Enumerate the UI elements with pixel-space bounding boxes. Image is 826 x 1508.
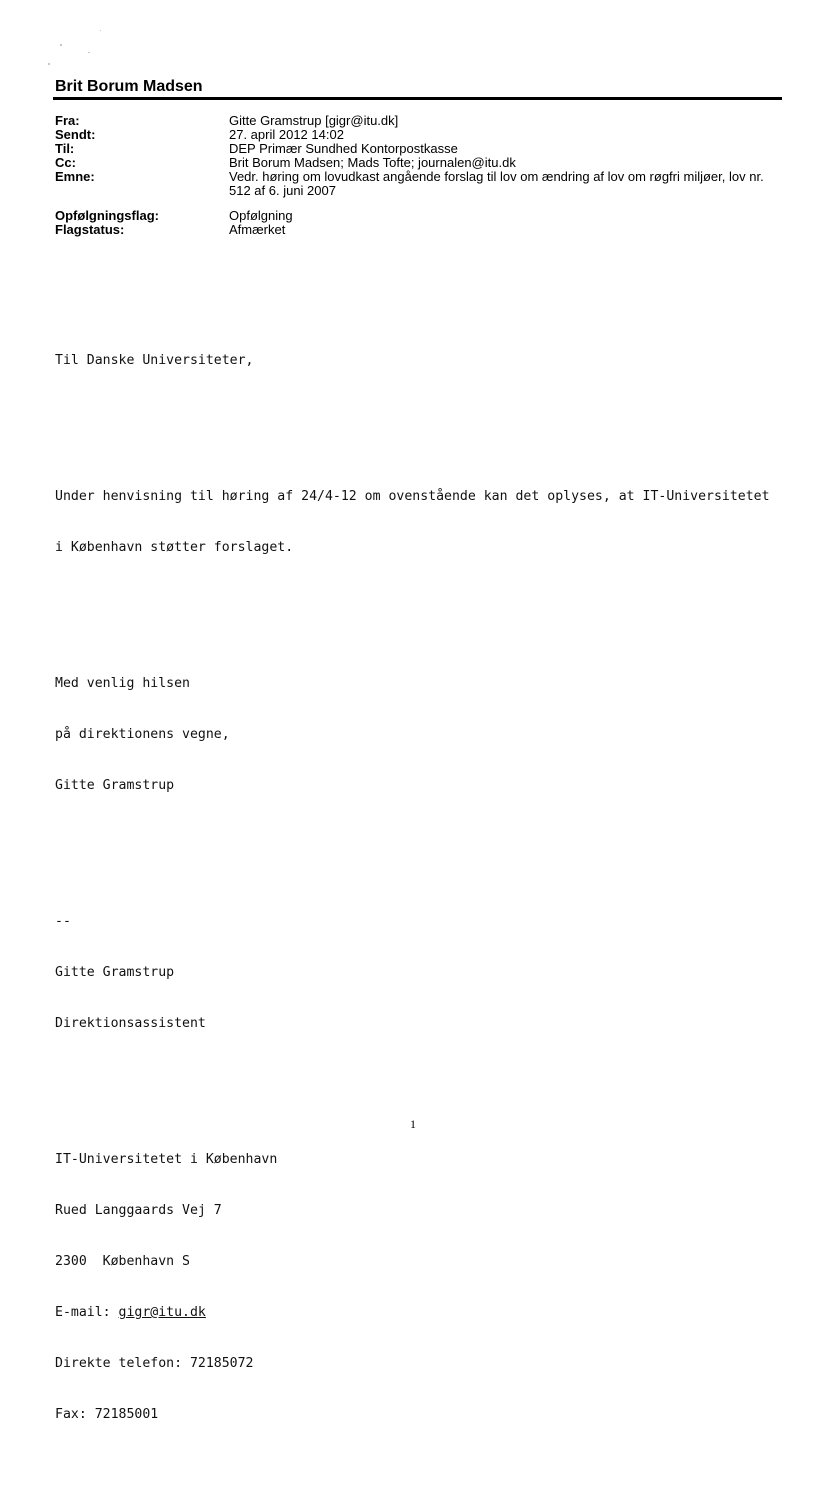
header-label: Cc:: [55, 155, 76, 170]
header-row-to: [55, 142, 774, 156]
signature-title: Direktionsassistent: [55, 1016, 206, 1031]
header-value-sent: 27. april 2012 14:02: [229, 127, 344, 142]
header-label: Sendt:: [55, 127, 96, 142]
scan-speck: [60, 44, 62, 46]
message-paragraph: [55, 454, 770, 590]
fax-line: Fax: 72185001: [55, 1407, 159, 1422]
header-value-followup-flag: Opfølgning: [229, 208, 293, 223]
message-line: Under henvisning til høring af 24/4-12 om ovenstående kan det oplyses, at IT-Universitetet: [55, 489, 770, 504]
email-line: [55, 1304, 770, 1321]
header-value-from: Gitte Gramstrup [gigr@itu.dk]: [229, 113, 399, 128]
email-label: E-mail:: [55, 1305, 119, 1320]
header-label: Emne:: [55, 169, 95, 184]
closing-line: på direktionens vegne,: [55, 727, 230, 742]
header-row-cc: [55, 156, 774, 170]
header-value-to: DEP Primær Sundhed Kontorpostkasse: [229, 141, 458, 156]
header-row-from: [55, 114, 774, 128]
organization-name: IT-Universitetet i København: [55, 1152, 278, 1167]
header-label: Til:: [55, 141, 75, 156]
signature-name: Gitte Gramstrup: [55, 965, 175, 980]
email-link[interactable]: gigr@itu.dk: [118, 1305, 206, 1320]
scan-speck: [100, 30, 101, 31]
header-gap: [55, 198, 774, 209]
scan-speck: [48, 63, 50, 65]
closing-line: Gitte Gramstrup: [55, 778, 175, 793]
header-row-sent: [55, 128, 774, 142]
header-row-subject: [55, 170, 774, 198]
header-value-cc: Brit Borum Madsen; Mads Tofte; journalen@itu.dk: [229, 155, 516, 170]
organization-street: Rued Langgaards Vej 7: [55, 1203, 222, 1218]
header-value-flag-status: Afmærket: [229, 222, 286, 237]
header-value-subject: Vedr. høring om lovudkast angående forslag til lov om ændring af lov om røgfri miljøer, lov nr. 512 af 6. juni 2007: [229, 169, 764, 198]
header-label: Flagstatus:: [55, 222, 125, 237]
scan-speck: [88, 52, 90, 53]
header-row-flag-status: [55, 223, 774, 237]
email-body: [55, 284, 770, 1508]
header-row-followup-flag: [55, 209, 774, 223]
closing-paragraph: [55, 641, 770, 828]
page-number: 1: [410, 1117, 416, 1131]
phone-line: Direkte telefon: 72185072: [55, 1356, 254, 1371]
message-line: i København støtter forslaget.: [55, 540, 294, 555]
signature-separator: --: [55, 914, 71, 929]
header-rule: [53, 97, 782, 100]
organization-city: 2300 København S: [55, 1254, 190, 1269]
header-label: Fra:: [55, 113, 80, 128]
header-label: Opfølgningsflag:: [55, 208, 159, 223]
contact-paragraph: [55, 1117, 770, 1457]
greeting-line: Til Danske Universiteter,: [55, 353, 254, 368]
greeting-paragraph: [55, 318, 770, 403]
mailbox-owner-name: Brit Borum Madsen: [55, 78, 203, 95]
email-headers: [55, 114, 774, 237]
signature-paragraph: [55, 879, 770, 1066]
closing-line: Med venlig hilsen: [55, 676, 190, 691]
